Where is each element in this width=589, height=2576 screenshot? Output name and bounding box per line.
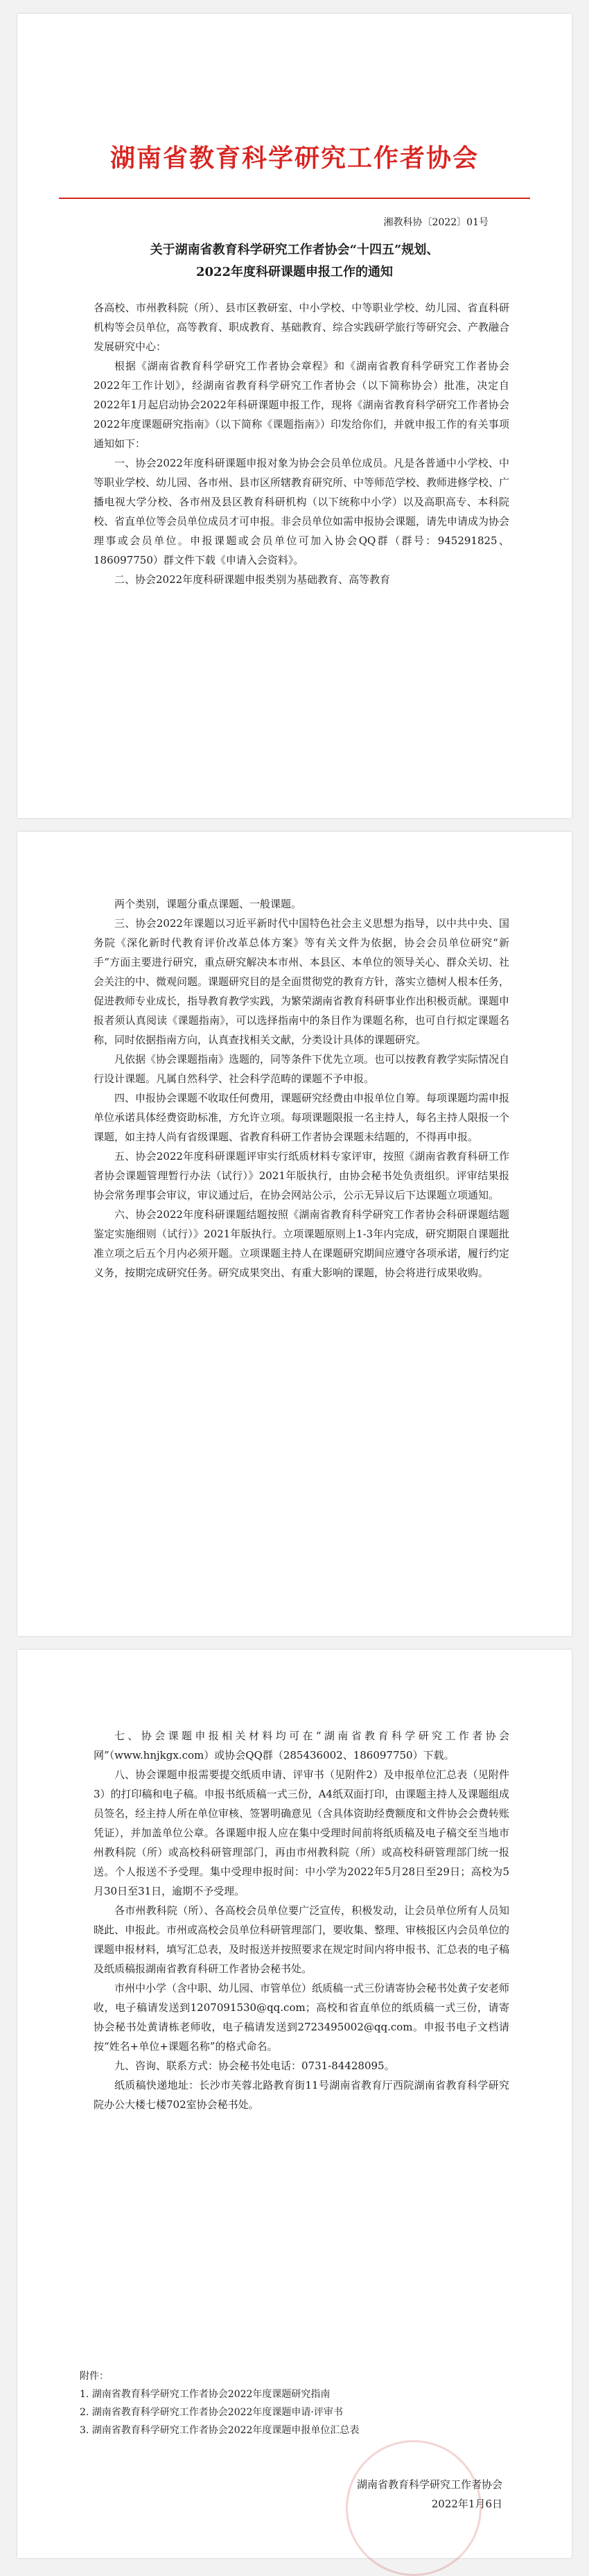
notice-title xyxy=(73,239,516,284)
document-page-1 xyxy=(17,14,572,818)
signature-org: 湖南省教育科学研究工作者协会 xyxy=(356,2478,502,2491)
body-paragraph: 纸质稿快递地址：长沙市芙蓉北路教育街11号湖南省教育厅西院湖南省教育科学研究院办公大楼七楼702室协会秘书处。 xyxy=(94,2079,509,2111)
signature-block xyxy=(357,2475,502,2514)
document-page-3 xyxy=(17,1650,572,2558)
body-paragraph: 两个类别，课题分重点课题、一般课题。 xyxy=(114,898,302,910)
body-paragraph: 五、协会2022年度科研课题评审实行纸质材料专家评审，按照《湖南省教育科研工作者协会课题管理暂行办法（试行）》2021年版执行，由协会秘书处负责组织。评审结果报协会常务理事会审议，审议通过后，在协会网站公示，公示无异议后下达课题立项通知。 xyxy=(94,1150,509,1201)
body-paragraph: 九、咨询、联系方式：协会秘书处电话：0731-84428095。 xyxy=(114,2060,395,2072)
notice-title-line-2: 2022年度科研课题申报工作的通知 xyxy=(195,265,394,279)
body-paragraph: 三、协会2022年课题以习近平新时代中国特色社会主义思想为指导，以中共中央、国务院《深化新时代教育评价改革总体方案》等有关文件为依据，协会会员单位研究“新手”方面主要进行研究，重点研究解决本市州、本县区、本单位的领导关心、群众关切、社会关注的中、微观问题。课题研究目的是全面贯彻党的教育方针，落实立德树人根本任务，促进教师专业成长，指导教育教学实践，为繁荣湖南省教育科研事业作出积极贡献。课题申报者须认真阅读《课题指南》，可以选择指南中的条目作为课题名称，也可自行拟定课题名称，同时依据指南方向，认真查找相关文献，分类设计具体的课题研究。 xyxy=(94,917,510,1046)
body-paragraph: 各市州教科院（所）、各高校会员单位要广泛宣传，积极发动，让会员单位所有人员知晓此、申报此。市州或高校会员单位科研管理部门，要收集、整理、审核报区内会员单位的课题申报材料，填写汇总表，及时报送并按照要求在规定时间内将申报书、汇总表的电子稿及纸质稿报湖南省教育科研工作者协会秘书处。 xyxy=(94,1904,510,1975)
body-paragraph: 六、协会2022年度科研课题结题按照《湖南省教育科学研究工作者协会科研课题结题鉴定实施细则（试行）》2021年版执行。立项课题原则上1-3年内完成，研究期限自课题批准立项之后五个月内必须开题。立项课题主持人在课题研究期间应遵守各项承诺，履行约定义务，按期完成研究任务。研究成果突出、有重大影响的课题，协会将进行成果收购。 xyxy=(94,1208,510,1279)
addressee-paragraph: 各高校、市州教科院（所）、县市区教研室、中小学校、中等职业学校、幼儿园、省直科研机构等会员单位，高等教育、职成教育、基础教育、综合实践研学旅行等研究会、产教融合发展研究中心： xyxy=(94,302,510,353)
document-number: 湘教科协〔2022〕01号 xyxy=(383,217,489,228)
body-paragraph: 七、协会课题申报相关材料均可在“湖南省教育科学研究工作者协会网”（www.hnjkgx.com）或协会QQ群（285436002、186097750）下载。 xyxy=(94,1730,509,1761)
page-1-body xyxy=(94,298,509,589)
attachment-item: 3. 湖南省教育科学研究工作者协会2022年度课题申报单位汇总表 xyxy=(80,2425,360,2436)
body-paragraph: 八、协会课题申报需要提交纸质申请、评审书（见附件2）及申报单位汇总表（见附件3）的打印稿和电子稿。申报书纸质稿一式三份，A4纸双面打印，由课题主持人及课题组成员签名，经主持人所在单位审核、签署明确意见（含具体资助经费额度和文件协会会费转账凭证），并加盖单位公章。各课题申报人应在集中受理时间前将纸质稿及电子稿交至当地市州教科院（所）或高校科研管理部门，再由市州教科院（所）或高校科研管理部门统一报送。个人报送不予受理。集中受理申报时间：中小学为2022年5月28日至29日；高校为5月30日至31日，逾期不予受理。 xyxy=(94,1768,510,1897)
header-divider xyxy=(59,198,530,199)
document-page-2 xyxy=(17,832,572,1636)
body-paragraph: 凡依据《协会课题指南》选题的，同等条件下优先立项。也可以按教育教学实际情况自行设计课题。凡属自然科学、社会科学范畴的课题不予申报。 xyxy=(94,1053,510,1085)
attachment-item: 1. 湖南省教育科学研究工作者协会2022年度课题研究指南 xyxy=(80,2389,331,2400)
notice-title-line-1: 关于湖南省教育科学研究工作者协会“十四五”规划、 xyxy=(150,243,439,257)
body-paragraph: 根据《湖南省教育科学研究工作者协会章程》和《湖南省教育科学研究工作者协会2022年工作计划》，经湖南省教育科学研究工作者协会（以下简称协会）批准，决定自2022年1月起启动协会2022年科研课题申报工作，现将《湖南省教育科学研究工作者协会2022年度课题研究指南》（以下简称《课题指南》）印发给你们，并就申报工作的有关事项通知如下： xyxy=(94,360,509,450)
page-2-body xyxy=(94,894,509,1282)
attachments-heading: 附件： xyxy=(80,2371,109,2382)
signature-date: 2022年1月6日 xyxy=(431,2498,502,2510)
page-3-body xyxy=(94,1726,509,2114)
body-paragraph: 市州中小学（含中职、幼儿园、市管单位）纸质稿一式三份请寄协会秘书处黄子安老师收，电子稿请发送到1207091530@qq.com；高校和省直单位的纸质稿一式三份，请寄协会秘书处黄请栋老师收，电子稿请发送到2723495002@qq.com。申报书电子文档请按“姓名+单位+课题名称”的格式命名。 xyxy=(94,1982,510,2053)
body-paragraph: 一、协会2022年度科研课题申报对象为协会会员单位成员。凡是各普通中小学校、中等职业学校、幼儿园、各市州、县市区所辖教育研究所、中等师范学校、教师进修学校、广播电视大学分校、各市州及县区教育科研机构（以下统称中小学）以及高职高专、本科院校、省直单位等会员单位成员才可申报。非会员单位如需申报协会课题，请先申请成为协会理事或会员单位。申报课题或会员单位可加入协会QQ群（群号：945291825、186097750）群文件下载《申请入会资料》。 xyxy=(94,457,510,566)
org-header-title: 湖南省教育科学研究工作者协会 xyxy=(109,144,479,173)
attachments-list xyxy=(80,2367,509,2439)
attachment-item: 2. 湖南省教育科学研究工作者协会2022年度课题申请·评审书 xyxy=(80,2407,343,2418)
body-paragraph: 四、申报协会课题不收取任何费用，课题研究经费由申报单位自筹。每项课题均需申报单位承诺具体经费资助标准，方允许立项。每项课题限报一名主持人，每名主持人限报一个课题，如主持人尚有省级课题、省教育科研工作者协会课题未结题的，不得再申报。 xyxy=(94,1092,510,1143)
body-paragraph: 二、协会2022年度科研课题申报类别为基础教育、高等教育 xyxy=(114,573,391,586)
